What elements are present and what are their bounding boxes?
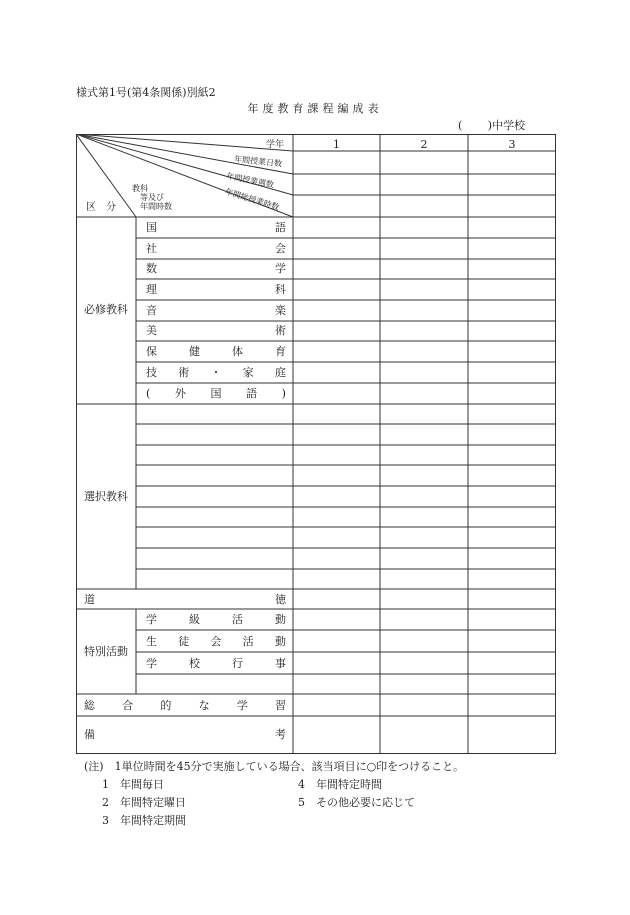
special-activities-category: 特別活動 (84, 645, 128, 658)
grade-2-header: 2 (420, 138, 428, 151)
note-item-5: 5 その他必要に応じて (298, 796, 415, 809)
subject-foreign-language: ( 外 国 語 ) (146, 387, 286, 400)
grade-1-header: 1 (333, 138, 340, 151)
document-title: 年度教育課程編成表 (247, 102, 383, 115)
school-name-line: ( )中学校 (458, 119, 526, 132)
note-item-3: 3 年間特定期間 (102, 814, 186, 827)
subject-label-3: 年間時数 (140, 202, 172, 211)
category-header: 区 分 (86, 202, 116, 213)
required-subjects-category: 必修教科 (84, 303, 128, 316)
subject-art: 美 術 (146, 324, 286, 337)
form-number: 様式第1号(第4条関係)別紙2 (76, 86, 216, 99)
subject-social: 社 会 (146, 242, 286, 255)
integrated-study: 総 合 的 な 学 習 (84, 699, 286, 712)
note-item-2: 2 年間特定曜日 (102, 796, 186, 809)
note-item-1: 1 年間毎日 (102, 778, 164, 791)
subject-pe: 保 健 体 育 (146, 345, 286, 358)
annual-weeks-label: 年間授業週数 (225, 171, 275, 190)
school-events: 学 校 行 事 (146, 657, 286, 670)
subject-music: 音 楽 (146, 304, 286, 317)
moral-education: 道 徳 (84, 593, 286, 606)
curriculum-table (76, 134, 556, 754)
annual-days-label: 年間授業日数 (233, 154, 283, 169)
subject-math: 数 学 (146, 262, 286, 275)
subject-japanese: 国 語 (146, 221, 286, 234)
annual-hours-label: 年間総授業時数 (224, 187, 281, 213)
remarks: 備 考 (84, 728, 286, 741)
grade-header-label: 学年 (266, 140, 285, 150)
subject-label-2: 等及び (140, 193, 164, 202)
note-main: (注) 1単位時間を45分で実施している場合、該当項目に○印をつけること。 (84, 760, 465, 773)
note-item-4: 4 年間特定時間 (298, 778, 382, 791)
subject-tech-home: 技 術 ・ 家 庭 (146, 366, 286, 379)
class-activities: 学 級 活 動 (146, 613, 286, 626)
student-council: 生 徒 会 活 動 (146, 635, 286, 648)
subject-label-1: 教科 (132, 184, 148, 193)
subject-science: 理 科 (146, 283, 286, 296)
elective-subjects-category: 選択教科 (84, 490, 128, 503)
grade-3-header: 3 (508, 138, 516, 151)
